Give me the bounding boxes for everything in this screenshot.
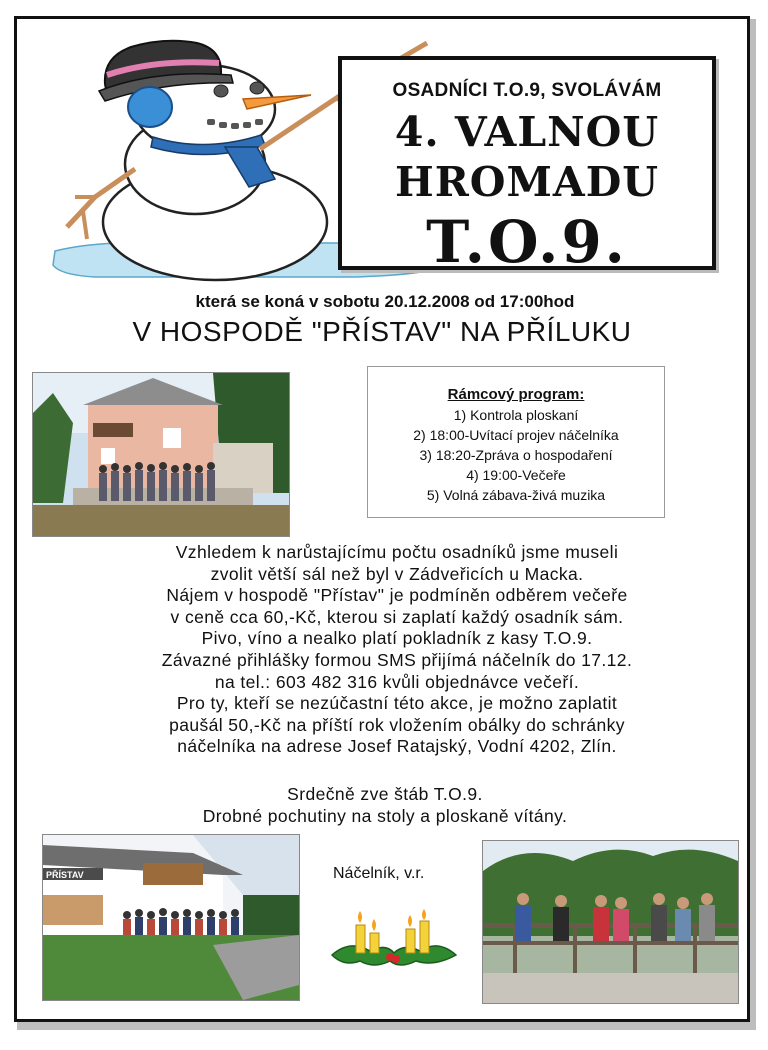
closing-line: Drobné pochutiny na stoly a ploskaně vítány. bbox=[202, 805, 568, 826]
photo-pristav-group bbox=[42, 834, 300, 1001]
photo-sign-text: PŘÍSTAV bbox=[46, 870, 84, 880]
program-item: 4) 19:00-Večeře bbox=[466, 467, 566, 483]
program-box bbox=[367, 366, 665, 518]
closing-line: Srdečně zve štáb T.O.9. bbox=[287, 784, 483, 804]
event-date: která se koná v sobotu 20.12.2008 od 17:00hod bbox=[195, 292, 575, 311]
photo-railing-group bbox=[482, 840, 739, 1004]
body-line: Vzhledem k narůstajícímu počtu osadníků jsme museli bbox=[175, 542, 619, 562]
title-line-assembly-2: HROMADU bbox=[394, 158, 660, 206]
title-line-assembly-1: 4. VALNOU bbox=[394, 108, 660, 156]
body-line: paušál 50,-Kč na příští rok vložením obálky do schránky bbox=[169, 714, 625, 735]
body-line: v ceně cca 60,-Kč, kterou si zaplatí každý osadník sám. bbox=[170, 606, 624, 627]
body-line: Závazné přihlášky formou SMS přijímá náčelník do 17.12. bbox=[161, 649, 633, 670]
program-item: 2) 18:00-Uvítací projev náčelníka bbox=[413, 427, 619, 443]
title-line-club: T.O.9. bbox=[426, 208, 628, 276]
event-venue: V HOSPODĚ "PŘÍSTAV" NA PŘÍLUKU bbox=[132, 316, 632, 347]
body-text bbox=[37, 542, 757, 758]
body-line: Nájem v hospodě "Přístav" je podmíněn odběrem večeře bbox=[166, 585, 628, 606]
signature: Náčelník, v.r. bbox=[333, 865, 425, 882]
body-line: Pro ty, kteří se nezúčastní této akce, je možno zaplatit bbox=[176, 693, 618, 714]
program-item: 3) 18:20-Zpráva o hospodaření bbox=[419, 447, 613, 463]
candles-icon bbox=[330, 909, 458, 969]
title-line-settlers: OSADNÍCI T.O.9, SVOLÁVÁM bbox=[392, 80, 662, 101]
body-line: zvolit větší sál než byl v Zádveřicích u Macka. bbox=[210, 563, 584, 584]
closing-text bbox=[17, 784, 753, 827]
program-item: 1) Kontrola ploskaní bbox=[453, 407, 579, 423]
title-box bbox=[338, 56, 716, 276]
program-item: 5) Volná zábava-živá muzika bbox=[426, 487, 606, 503]
body-line: na tel.: 603 482 316 kvůli objednávce večeří. bbox=[214, 671, 580, 692]
program-title: Rámcový program: bbox=[447, 386, 585, 403]
body-line: Pivo, víno a nealko platí pokladník z kasy T.O.9. bbox=[201, 628, 593, 649]
photo-house-group bbox=[32, 372, 290, 537]
invitation-poster bbox=[14, 16, 750, 1022]
body-line: náčelníka na adrese Josef Ratajský, Vodní 4202, Zlín. bbox=[177, 736, 617, 757]
